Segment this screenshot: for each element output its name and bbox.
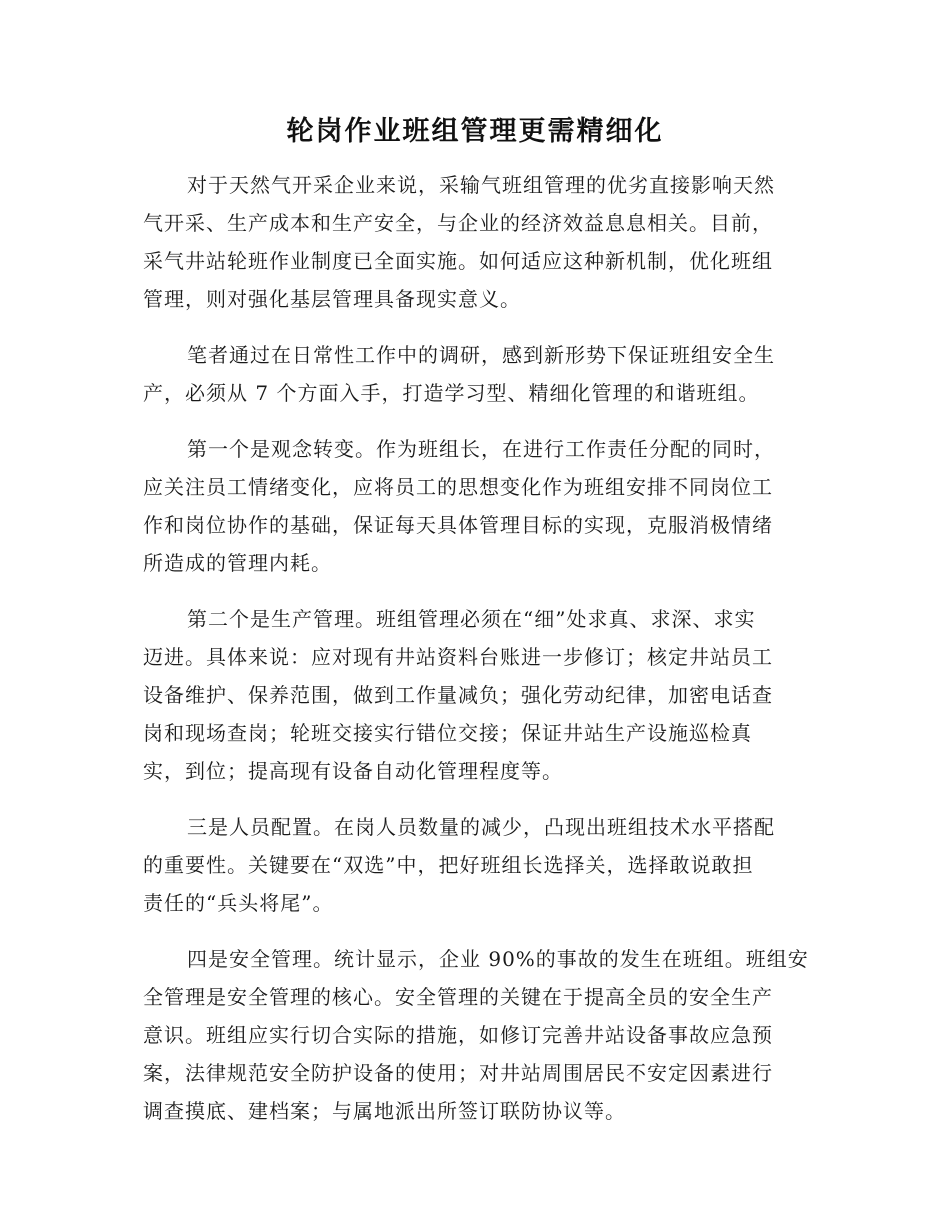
paragraph <box>143 430 813 582</box>
text-line: 全管理是安全管理的核心。安全管理的关键在于提高全员的安全生产 <box>143 985 773 1009</box>
text-line: 迈进。具体来说：应对现有井站资料台账进一步修订；核定井站员工 <box>143 645 773 669</box>
paragraph <box>143 336 813 412</box>
text-line: 调查摸底、建档案；与属地派出所签订联防协议等。 <box>143 1099 626 1123</box>
text-line: 作和岗位协作的基础，保证每天具体管理目标的实现，克服消极情绪 <box>143 513 773 537</box>
text-line: 四是安全管理。统计显示，企业 90%的事故的发生在班组。班组安 <box>187 947 809 971</box>
text-line: 笔者通过在日常性工作中的调研，感到新形势下保证班组安全生 <box>187 343 775 367</box>
text-line: 的重要性。关键要在“双选”中，把好班组长选择关，选择敢说敢担 <box>143 853 754 877</box>
paragraph <box>143 166 813 318</box>
text-line: 管理，则对强化基层管理具备现实意义。 <box>143 287 521 311</box>
text-line: 对于天然气开采企业来说，采输气班组管理的优劣直接影响天然 <box>187 173 775 197</box>
text-line: 三是人员配置。在岗人员数量的减少，凸现出班组技术水平搭配 <box>187 815 775 839</box>
paragraph <box>143 600 813 790</box>
document-body <box>143 166 813 1148</box>
text-line: 第二个是生产管理。班组管理必须在“细”处求真、求深、求实 <box>187 607 756 631</box>
text-line: 采气井站轮班作业制度已全面实施。如何适应这种新机制，优化班组 <box>143 249 773 273</box>
document-title: 轮岗作业班组管理更需精细化 <box>286 116 664 147</box>
text-line: 产，必须从 7 个方面入手，打造学习型、精细化管理的和谐班组。 <box>143 381 760 405</box>
paragraph <box>143 808 813 922</box>
text-line: 案，法律规范安全防护设备的使用；对井站周围居民不安定因素进行 <box>143 1061 773 1085</box>
text-line: 第一个是观念转变。作为班组长，在进行工作责任分配的同时， <box>187 437 775 461</box>
text-line: 所造成的管理内耗。 <box>143 551 332 575</box>
text-line: 责任的“兵头将尾”。 <box>143 891 334 915</box>
text-line: 设备维护、保养范围，做到工作量减负；强化劳动纪律，加密电话查 <box>143 683 773 707</box>
text-line: 岗和现场查岗；轮班交接实行错位交接；保证井站生产设施巡检真 <box>143 721 752 745</box>
text-line: 气开采、生产成本和生产安全，与企业的经济效益息息相关。目前， <box>143 211 773 235</box>
text-line: 实，到位；提高现有设备自动化管理程度等。 <box>143 759 563 783</box>
text-line: 应关注员工情绪变化，应将员工的思想变化作为班组安排不同岗位工 <box>143 475 773 499</box>
text-line: 意识。班组应实行切合实际的措施，如修订完善井站设备事故应急预 <box>143 1023 773 1047</box>
paragraph <box>143 940 813 1130</box>
